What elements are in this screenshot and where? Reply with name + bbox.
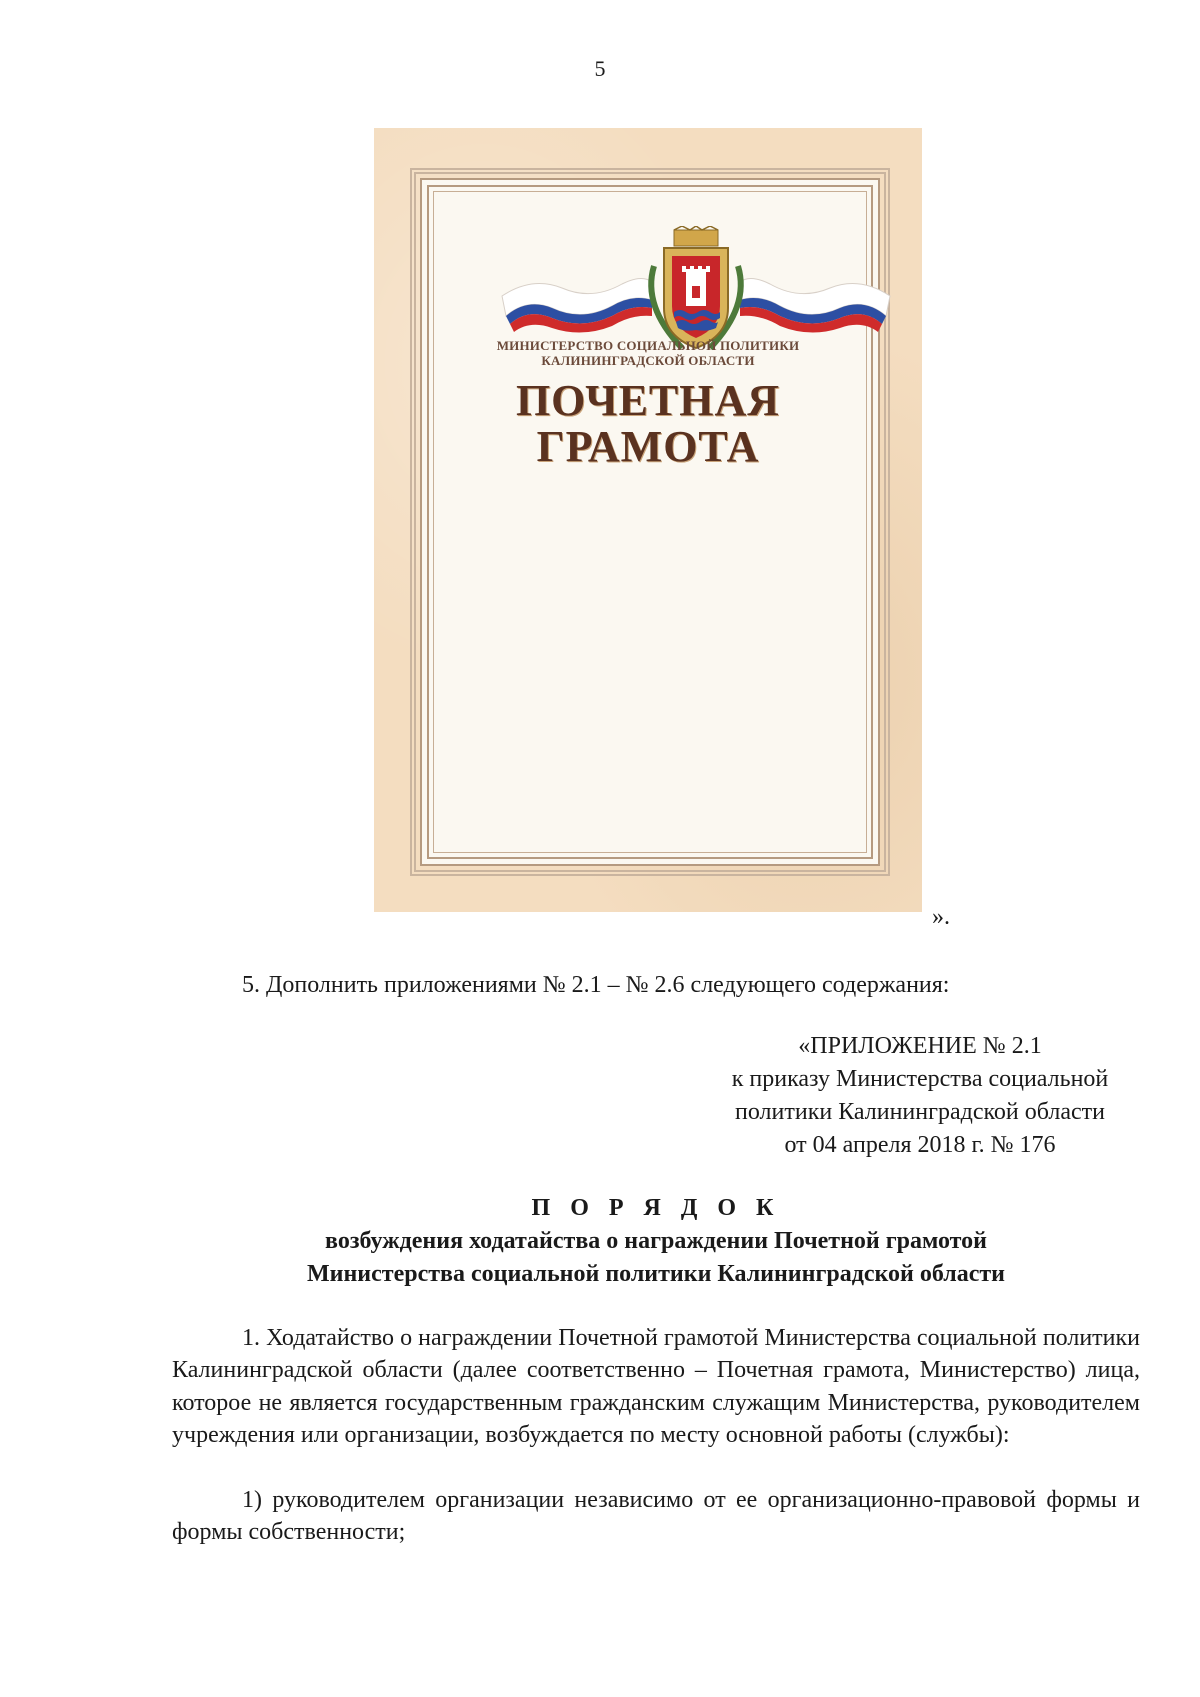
heading-subtitle2: Министерства социальной политики Калининградской области — [307, 1261, 1005, 1287]
document-heading — [172, 1192, 1140, 1291]
appendix-line3: политики Калининградской области — [735, 1099, 1105, 1125]
certificate-ministry-line2: КАЛИНИНГРАДСКОЙ ОБЛАСТИ — [541, 353, 755, 368]
paragraph-1 — [172, 1322, 1140, 1452]
appendix-header — [690, 1030, 1150, 1162]
heading-title: П О Р Я Д О К — [531, 1195, 781, 1221]
paragraph-1-text: 1. Ходатайство о награждении Почетной грамотой Министерства социальной политики Калининградской области (далее соответственно – Почетная грамота, Министерство) лица, которое не является государственным гражданским служащим Министерства, руководителем учреждения или организации, возбуждается по месту основной работы (службы): — [172, 1325, 1140, 1449]
coat-of-arms-emblem — [492, 226, 900, 356]
heading-subtitle1: возбуждения ходатайства о награждении Почетной грамотой — [325, 1228, 987, 1254]
intro-sentence: 5. Дополнить приложениями № 2.1 – № 2.6 следующего содержания: — [242, 972, 950, 998]
paragraph-2 — [172, 1484, 1140, 1549]
certificate-image — [374, 128, 922, 912]
appendix-line4: от 04 апреля 2018 г. № 176 — [784, 1132, 1056, 1158]
closing-quote: ». — [932, 904, 950, 930]
certificate-title-line1: ПОЧЕТНАЯ — [515, 376, 781, 425]
certificate-title-line2: ГРАМОТА — [536, 422, 760, 471]
appendix-line2: к приказу Министерства социальной — [731, 1066, 1109, 1092]
page-number: 5 — [594, 56, 606, 81]
certificate-ministry-line1: МИНИСТЕРСТВО СОЦИАЛЬНОЙ ПОЛИТИКИ — [496, 338, 800, 353]
paragraph-2-text: 1) руководителем организации независимо от ее организационно-правовой формы и формы собственности; — [172, 1487, 1140, 1546]
appendix-line1: «ПРИЛОЖЕНИЕ № 2.1 — [798, 1033, 1042, 1059]
certificate-frame — [420, 178, 880, 866]
